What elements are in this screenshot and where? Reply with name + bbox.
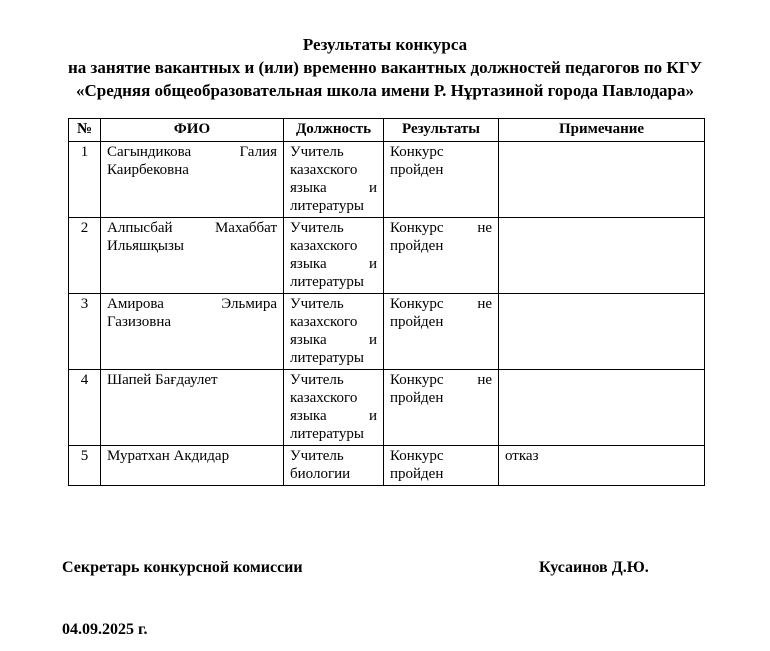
cell-position: Учитель казахского языка и литературы bbox=[284, 294, 384, 370]
cell-num: 4 bbox=[69, 370, 101, 446]
header-position: Должность bbox=[284, 119, 384, 142]
document-date: 04.09.2025 г. bbox=[62, 621, 148, 638]
cell-fio: Сагындикова Галия Каирбековна bbox=[101, 142, 284, 218]
document-title bbox=[62, 33, 708, 102]
cell-num: 5 bbox=[69, 446, 101, 486]
header-num: № bbox=[69, 119, 101, 142]
cell-note bbox=[499, 218, 705, 294]
cell-fio: Амирова Эльмира Газизовна bbox=[101, 294, 284, 370]
table-row bbox=[69, 218, 705, 294]
header-results: Результаты bbox=[384, 119, 499, 142]
table-row bbox=[69, 370, 705, 446]
cell-num: 3 bbox=[69, 294, 101, 370]
table-row bbox=[69, 294, 705, 370]
table-row bbox=[69, 446, 705, 486]
cell-results: Конкурс пройден bbox=[384, 446, 499, 486]
header-fio: ФИО bbox=[101, 119, 284, 142]
secretary-label: Секретарь конкурсной комиссии bbox=[62, 559, 303, 576]
cell-fio: Муратхан Акдидар bbox=[101, 446, 284, 486]
cell-note bbox=[499, 294, 705, 370]
title-line-2: на занятие вакантных и (или) временно вакантных должностей педагогов по КГУ bbox=[67, 58, 703, 77]
signature-row bbox=[62, 558, 708, 578]
title-line-1: Результаты конкурса bbox=[302, 35, 468, 54]
cell-fio: Шапей Бағдаулет bbox=[101, 370, 284, 446]
secretary-name: Кусаинов Д.Ю. bbox=[539, 559, 649, 576]
cell-results: Конкурс не пройден bbox=[384, 294, 499, 370]
cell-position: Учитель казахского языка и литературы bbox=[284, 218, 384, 294]
cell-num: 1 bbox=[69, 142, 101, 218]
cell-position: Учитель казахского языка и литературы bbox=[284, 142, 384, 218]
cell-results: Конкурс не пройден bbox=[384, 218, 499, 294]
title-line-3: «Средняя общеобразовательная школа имени Р. Нұртазиной города Павлодара» bbox=[75, 81, 695, 100]
cell-note: отказ bbox=[499, 446, 705, 486]
cell-note bbox=[499, 142, 705, 218]
cell-note bbox=[499, 370, 705, 446]
table-row bbox=[69, 142, 705, 218]
cell-position: Учитель казахского языка и литературы bbox=[284, 370, 384, 446]
cell-results: Конкурс пройден bbox=[384, 142, 499, 218]
cell-results: Конкурс не пройден bbox=[384, 370, 499, 446]
cell-position: Учитель биологии bbox=[284, 446, 384, 486]
cell-num: 2 bbox=[69, 218, 101, 294]
results-table bbox=[68, 118, 705, 486]
header-note: Примечание bbox=[499, 119, 705, 142]
table-header-row bbox=[69, 119, 705, 142]
cell-fio: Алпысбай Махаббат Ильяшқызы bbox=[101, 218, 284, 294]
